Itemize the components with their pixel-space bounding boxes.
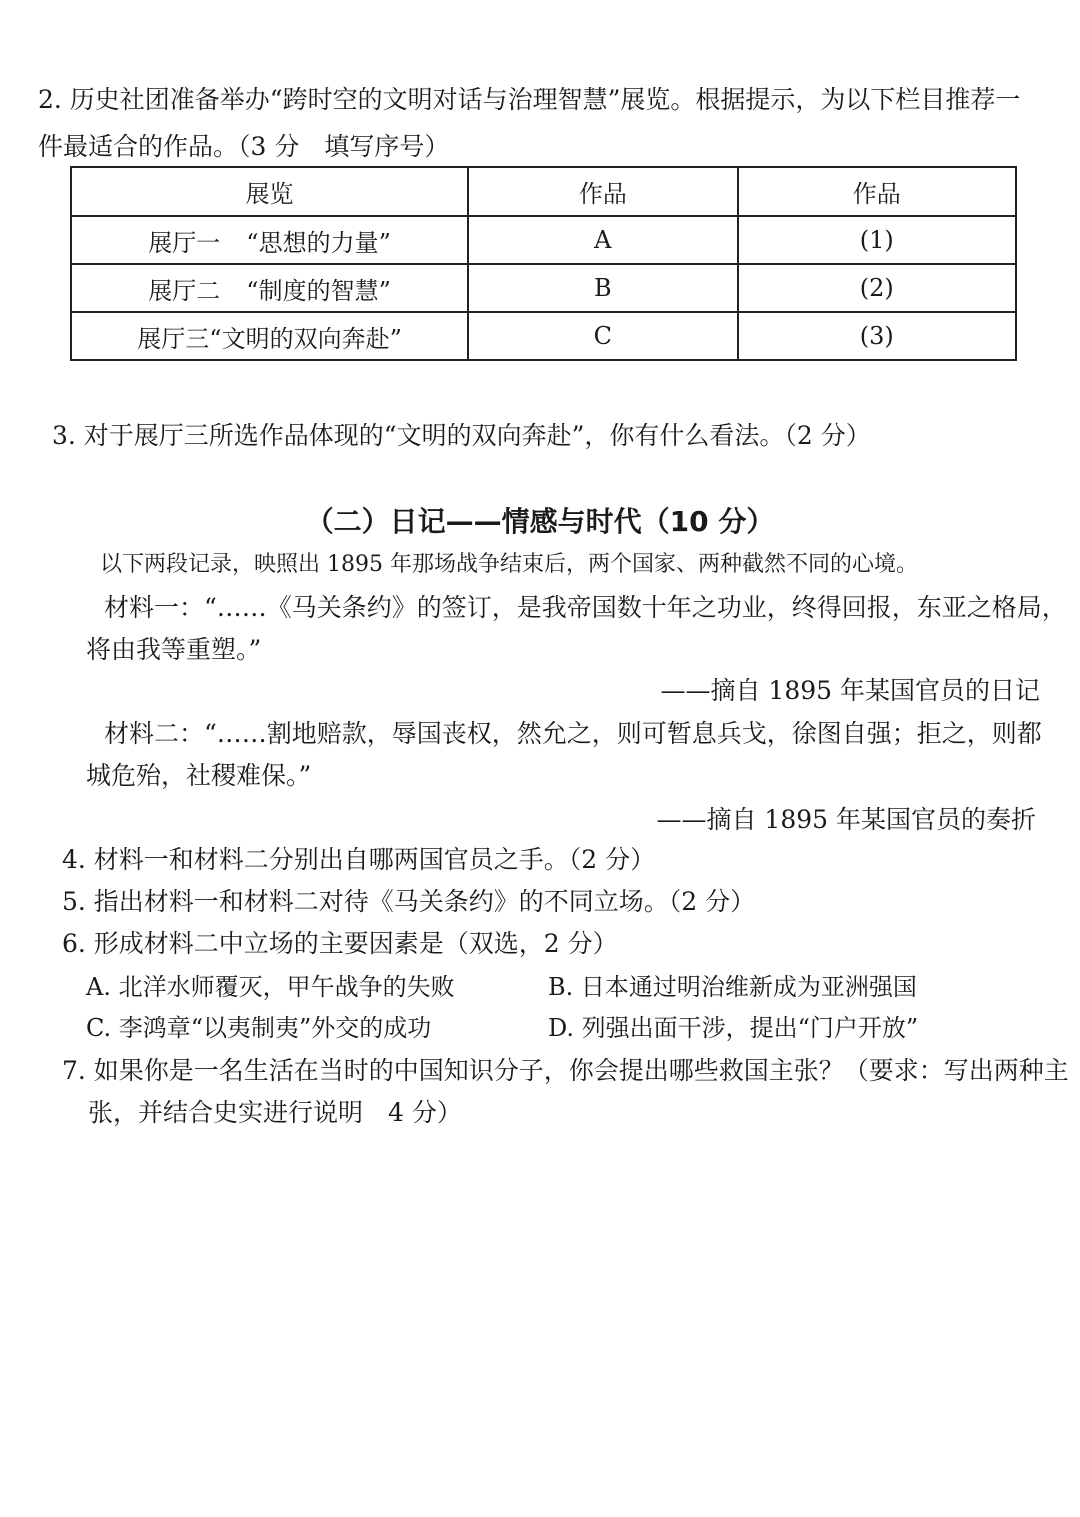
table-header-exhibit: 展览 [71, 167, 468, 216]
q3-text: 3. 对于展厅三所选作品体现的“文明的双向奔赴”，你有什么看法。（2 分） [52, 421, 871, 450]
material2-line2: 城危殆，社稷难保。” [86, 761, 312, 790]
table-cell-exhibit [71, 216, 468, 264]
table-cell-exhibit [71, 264, 468, 312]
exhibit-table [70, 166, 1017, 361]
table-cell-answer: (2) [738, 264, 1016, 312]
q7-line2: 张，并结合史实进行说明 4 分） [88, 1098, 462, 1127]
q7-line1: 7. 如果你是一名生活在当时的中国知识分子，你会提出哪些救国主张？（要求：写出两种主 [62, 1056, 1069, 1085]
table-header-row [71, 167, 1016, 216]
hall-theme: “思想的力量” [246, 228, 391, 257]
hall-label: 展厅二 [148, 276, 221, 305]
hall-label: 展厅一 [148, 228, 221, 257]
table-row [71, 216, 1016, 264]
q6-option-a: A. 北洋水师覆灭，甲午战争的失败 [86, 973, 455, 1001]
q4-text: 4. 材料一和材料二分别出自哪两国官员之手。（2 分） [62, 845, 656, 874]
section-title: （二）日记——情感与时代（10 分） [305, 505, 775, 538]
table-row [71, 264, 1016, 312]
material1-line1: 材料一：“……《马关条约》的签订，是我帝国数十年之功业，终得回报，东亚之格局， [104, 593, 1067, 622]
hall-theme: “制度的智慧” [246, 276, 391, 305]
table-cell-work: B [468, 264, 737, 312]
section-intro: 以下两段记录，映照出 1895 年那场战争结束后，两个国家、两种截然不同的心境。 [100, 552, 918, 577]
material1-line2: 将由我等重塑。” [86, 635, 262, 664]
material2-line1: 材料二：“……割地赔款，辱国丧权，然允之，则可暂息兵戈，徐图自强；拒之，则都 [104, 719, 1042, 748]
table-cell-work: C [468, 312, 737, 360]
table-cell-exhibit [71, 312, 468, 360]
q6-option-c: C. 李鸿章“以夷制夷”外交的成功 [86, 1014, 432, 1042]
q2-line1: 2. 历史社团准备举办“跨时空的文明对话与治理智慧”展览。根据提示，为以下栏目推荐一 [38, 85, 1021, 114]
q6-option-b: B. 日本通过明治维新成为亚洲强国 [548, 973, 917, 1001]
table-header-work-2: 作品 [738, 167, 1016, 216]
hall-label: 展厅三 [137, 324, 210, 353]
q6-stem: 6. 形成材料二中立场的主要因素是（双选，2 分） [62, 929, 618, 958]
q2-line2: 件最适合的作品。（3 分 填写序号） [38, 132, 450, 161]
table-header-work: 作品 [468, 167, 737, 216]
material2-source: ——摘自 1895 年某国官员的奏折 [656, 805, 1036, 834]
table-cell-answer: (3) [738, 312, 1016, 360]
table-cell-answer: (1) [738, 216, 1016, 264]
table-cell-work: A [468, 216, 737, 264]
hall-theme: “文明的双向奔赴” [209, 324, 402, 353]
table-row [71, 312, 1016, 360]
q5-text: 5. 指出材料一和材料二对待《马关条约》的不同立场。（2 分） [62, 887, 756, 916]
material1-source: ——摘自 1895 年某国官员的日记 [660, 676, 1040, 705]
q6-option-d: D. 列强出面干涉，提出“门户开放” [548, 1014, 919, 1042]
